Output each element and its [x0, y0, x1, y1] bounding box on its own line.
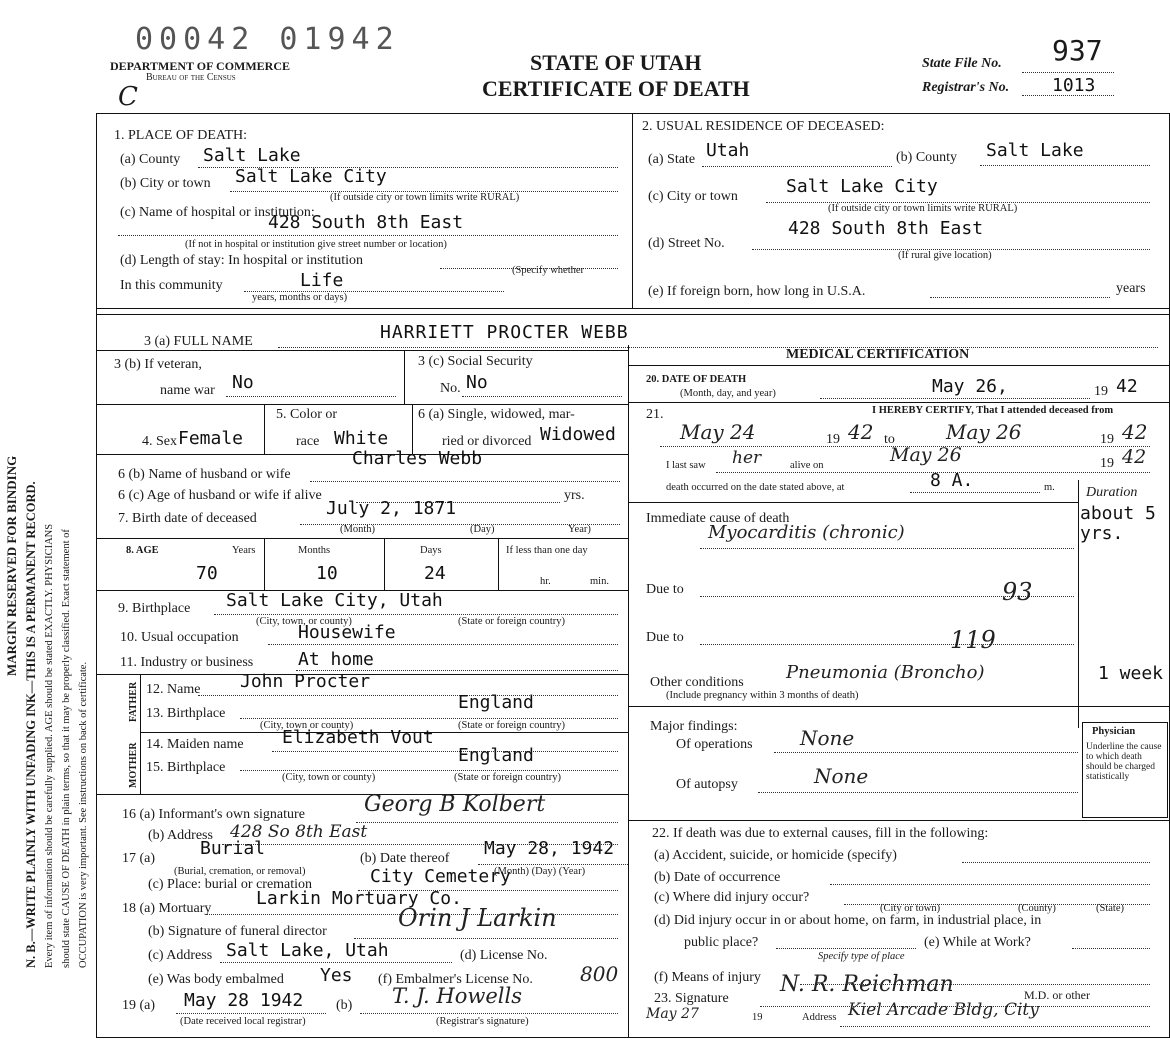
age-days-value: 24	[424, 563, 446, 584]
due-to-2-label: Due to	[646, 630, 684, 645]
alive-on-value: May 26	[890, 444, 962, 466]
external-d-label: (d) Did injury occur in or about home, on farm, in industrial place, in	[654, 913, 1042, 928]
disposition-place-label: (c) Place: burial or cremation	[148, 877, 313, 892]
father-bp-label: 13. Birthplace	[146, 706, 226, 721]
dod-note: (Month, day, and year)	[680, 388, 776, 399]
color-label: 5. Color or	[276, 407, 338, 422]
disposition-date-label: (b) Date thereof	[360, 851, 450, 866]
attended-from-yr: 42	[848, 420, 874, 444]
mortuary-value: Larkin Mortuary Co.	[256, 888, 462, 909]
signature-addr-label: Address	[802, 1012, 837, 1023]
immediate-cause-duration: about 5 yrs.	[1080, 503, 1156, 544]
residence-foreign-label: (e) If foreign born, how long in U.S.A.	[648, 284, 866, 299]
fullname-label: 3 (a) FULL NAME	[144, 334, 253, 349]
license-label: (d) License No.	[460, 948, 548, 963]
external-d-label-2: public place?	[684, 935, 759, 950]
due-to-1-label: Due to	[646, 582, 684, 597]
age-months-header: Months	[298, 545, 331, 556]
mother-name-label: 14. Maiden name	[146, 737, 244, 752]
physician-note-text: Underline the cause to which death should be charged statistically	[1086, 742, 1162, 782]
birthplace-value: Salt Lake City, Utah	[226, 590, 443, 611]
age-label: 8. AGE	[126, 545, 159, 556]
age-less-header: If less than one day	[506, 545, 588, 556]
major-findings-label: Major findings:	[650, 719, 738, 734]
birthplace-note-1: (City, town, or county)	[256, 616, 352, 627]
external-c-note-2: (County)	[1018, 903, 1056, 914]
informant-sig-label: 16 (a) Informant's own signature	[122, 807, 305, 822]
place-heading: 1. PLACE OF DEATH:	[114, 128, 248, 143]
operations-value: None	[800, 726, 855, 750]
race-value: White	[334, 428, 389, 449]
signature-date: May 27	[646, 1006, 699, 1022]
place-specify-note: (Specify whether	[512, 265, 585, 276]
external-c-note-1: (City or town)	[880, 903, 941, 914]
father-side-label: FATHER	[128, 681, 139, 722]
external-c-note-3: (State)	[1096, 903, 1124, 914]
autopsy-label: Of autopsy	[676, 777, 738, 792]
sex-value: Female	[178, 428, 244, 449]
birth-month-note: (Month)	[340, 524, 375, 535]
father-bp-note-2: (State or foreign country)	[458, 720, 566, 731]
registrar-number: 1013	[1052, 75, 1096, 96]
disposition-value: Burial	[200, 838, 266, 859]
duration-heading: Duration	[1086, 485, 1138, 500]
attended-to-yr: 42	[1122, 420, 1148, 444]
disposition-place-value: City Cemetery	[370, 866, 511, 887]
residence-city-value: Salt Lake City	[786, 176, 938, 197]
signature-md: M.D. or other	[1024, 988, 1090, 1002]
place-stay-label: (d) Length of stay: In hospital or institution	[120, 253, 364, 268]
place-hospital-value: 428 South 8th East	[268, 212, 464, 233]
age-months-value: 10	[316, 563, 338, 584]
dod-year: 42	[1116, 376, 1138, 397]
mortuary-label: 18 (a) Mortuary	[122, 901, 212, 916]
margin-permanent-note: N. B.—WRITE PLAINLY WITH UNFADING INK—THIS IS A PERMANENT RECORD.	[24, 481, 38, 968]
margin-binding-note: MARGIN RESERVED FOR BINDING	[4, 455, 19, 676]
bureau-census: Bureau of the Census	[146, 72, 236, 83]
veteran-label: 3 (b) If veteran,	[114, 357, 202, 372]
state-file-label: State File No.	[922, 56, 1002, 71]
marital-value: Widowed	[540, 424, 616, 445]
director-sig-value: Orin J Larkin	[398, 904, 557, 932]
mortuary-addr-value: Salt Lake, Utah	[226, 940, 389, 961]
registrar-sig-value: T. J. Howells	[392, 984, 522, 1008]
father-name-label: 12. Name	[146, 682, 201, 697]
registrar-sig-b: (b)	[336, 998, 353, 1013]
external-b-label: (b) Date of occurrence	[654, 870, 781, 885]
immediate-cause-label: Immediate cause of death	[646, 511, 790, 526]
residence-city-label: (c) City or town	[648, 189, 738, 204]
alive-yr-prefix: 19	[1100, 456, 1114, 471]
informant-addr-value: 428 So 8th East	[230, 822, 368, 842]
informant-addr-label: (b) Address	[148, 828, 213, 843]
ss-value: No	[466, 372, 488, 393]
attended-to-label: to	[884, 432, 895, 447]
birthplace-note-2: (State or foreign country)	[458, 616, 566, 627]
place-city-label: (b) City or town	[120, 176, 211, 191]
other-conditions-duration: 1 week	[1098, 663, 1164, 684]
last-saw-her: her	[732, 448, 762, 468]
place-hospital-note: (If not in hospital or institution give street number or location)	[185, 239, 447, 250]
registrar-date-label: 19 (a)	[122, 998, 156, 1013]
residence-state-value: Utah	[706, 140, 750, 161]
mother-name-value: Elizabeth Vout	[282, 727, 434, 748]
signature-yr-prefix: 19	[752, 1012, 763, 1023]
alive-yr: 42	[1122, 446, 1147, 468]
physician-note-title: Physician	[1092, 726, 1136, 737]
disposition-label: 17 (a)	[122, 851, 156, 866]
last-saw-label: I last saw	[666, 460, 706, 471]
embalmer-license-label: (f) Embalmer's License No.	[378, 972, 533, 987]
ss-no-label: No.	[440, 381, 461, 396]
disposition-date-value: May 28, 1942	[484, 838, 615, 859]
residence-city-note: (If outside city or town limits write RURAL)	[828, 203, 1018, 214]
marital-label: 6 (a) Single, widowed, mar-	[418, 407, 575, 422]
external-f-label: (f) Means of injury	[654, 970, 761, 985]
race-label: race	[296, 434, 320, 449]
mortuary-addr-label: (c) Address	[148, 948, 213, 963]
due-to-code-2: 119	[950, 626, 996, 654]
disposition-note: (Burial, cremation, or removal)	[174, 866, 306, 877]
residence-heading: 2. USUAL RESIDENCE OF DECEASED:	[642, 119, 885, 134]
birth-day-note: (Day)	[470, 524, 495, 535]
registrar-sig-note: (Registrar's signature)	[436, 1016, 529, 1027]
place-county-value: Salt Lake	[203, 145, 301, 166]
autopsy-value: None	[814, 764, 869, 788]
residence-county-label: (b) County	[896, 150, 958, 165]
mother-bp-note-1: (City, town or county)	[282, 772, 376, 783]
occurred-label: death occurred on the date stated above, at	[666, 482, 845, 493]
mother-bp-value: England	[458, 745, 534, 766]
father-bp-value: England	[458, 692, 534, 713]
registrar-date-value: May 28 1942	[184, 990, 304, 1011]
registrar-label: Registrar's No.	[922, 80, 1010, 95]
medical-heading: MEDICAL CERTIFICATION	[786, 347, 970, 362]
residence-county-value: Salt Lake	[986, 140, 1084, 161]
residence-years-label: years	[1116, 281, 1146, 296]
age-min-label: min.	[590, 576, 609, 587]
occurred-m: m.	[1044, 482, 1055, 493]
operations-label: Of operations	[676, 737, 753, 752]
residence-state-label: (a) State	[648, 152, 696, 167]
attended-to-value: May 26	[946, 420, 1022, 444]
mother-bp-label: 15. Birthplace	[146, 760, 226, 775]
cert-number: 21.	[646, 407, 664, 422]
state-title: STATE OF UTAH	[530, 50, 702, 75]
director-sig-label: (b) Signature of funeral director	[148, 924, 327, 939]
spouse-label: 6 (b) Name of husband or wife	[118, 467, 291, 482]
dod-value: May 26,	[932, 376, 1008, 397]
sex-label: 4. Sex	[142, 434, 177, 449]
external-causes-label: 22. If death was due to external causes, fill in the following:	[652, 826, 989, 841]
place-city-note: (If outside city or town limits write RURAL)	[330, 192, 520, 203]
place-city-value: Salt Lake City	[235, 166, 387, 187]
check-mark: C	[118, 82, 138, 112]
dod-label: 20. DATE OF DEATH	[646, 374, 747, 385]
certificate-title: CERTIFICATE OF DEATH	[482, 76, 750, 101]
age-years-header: Years	[232, 545, 256, 556]
mother-bp-note-2: (State or foreign country)	[454, 772, 562, 783]
spouse-age-yrs: yrs.	[564, 488, 585, 503]
attended-to-yr-prefix: 19	[1100, 432, 1114, 447]
dept-commerce: DEPARTMENT OF COMMERCE	[110, 59, 291, 73]
war-value: No	[232, 372, 254, 393]
informant-sig-value: Georg B Kolbert	[364, 792, 546, 817]
state-file-number: 937	[1052, 34, 1103, 67]
immediate-cause-value: Myocarditis (chronic)	[708, 522, 905, 543]
spouse-value: Charles Webb	[352, 448, 483, 469]
war-label: name war	[160, 383, 215, 398]
occupation-value: Housewife	[298, 622, 396, 643]
fullname-value: HARRIETT PROCTER WEBB	[380, 322, 629, 343]
signature-addr-value: Kiel Arcade Bldg, City	[848, 1000, 1039, 1020]
age-years-value: 70	[196, 563, 218, 584]
dod-year-prefix: 19	[1094, 384, 1108, 399]
age-days-header: Days	[420, 545, 442, 556]
disposition-date-note: (Month) (Day) (Year)	[494, 866, 586, 877]
margin-instructions-3: OCCUPATION is very important. See instructions on back of certificate.	[78, 661, 89, 968]
cert-text: I HEREBY CERTIFY, That I attended deceased from	[872, 405, 1114, 416]
alive-on-label: alive on	[790, 460, 824, 471]
occupation-label: 10. Usual occupation	[120, 630, 239, 645]
embalmed-label: (e) Was body embalmed	[148, 972, 284, 987]
serial-number: 00042 01942	[135, 22, 400, 57]
marital-label-2: ried or divorced	[442, 434, 532, 449]
attended-from-value: May 24	[680, 420, 756, 444]
place-years-note: years, months or days)	[252, 292, 348, 303]
age-hr-label: hr.	[540, 576, 551, 587]
father-name-value: John Procter	[240, 671, 371, 692]
birth-year-note: Year)	[568, 524, 591, 535]
mother-side-label: MOTHER	[128, 742, 139, 788]
other-conditions-value: Pneumonia (Broncho)	[786, 662, 985, 683]
place-hospital-label: (c) Name of hospital or institution:	[120, 205, 315, 220]
place-community-label: In this community	[120, 278, 223, 293]
birth-value: July 2, 1871	[326, 498, 457, 519]
birthplace-label: 9. Birthplace	[118, 601, 191, 616]
signature-value: N. R. Reichman	[780, 972, 954, 997]
external-e-label: (e) While at Work?	[924, 935, 1031, 950]
embalmed-value: Yes	[320, 965, 353, 986]
other-conditions-note: (Include pregnancy within 3 months of death)	[666, 690, 859, 701]
occurred-value: 8 A.	[930, 470, 974, 491]
external-c-label: (c) Where did injury occur?	[654, 890, 810, 905]
industry-label: 11. Industry or business	[120, 655, 254, 670]
residence-street-label: (d) Street No.	[648, 236, 725, 251]
place-community-value: Life	[300, 270, 344, 291]
spouse-age-label: 6 (c) Age of husband or wife if alive	[118, 488, 322, 503]
other-conditions-label: Other conditions	[650, 675, 744, 690]
attended-from-yr-prefix: 19	[826, 432, 840, 447]
birth-label: 7. Birth date of deceased	[118, 511, 257, 526]
due-to-code-1: 93	[1002, 578, 1033, 606]
external-d-note: Specify type of place	[818, 951, 905, 962]
external-a-label: (a) Accident, suicide, or homicide (specify)	[654, 848, 897, 863]
residence-street-note: (If rural give location)	[898, 250, 992, 261]
industry-value: At home	[298, 649, 374, 670]
father-bp-note-1: (City, town or county)	[260, 720, 354, 731]
residence-street-value: 428 South 8th East	[788, 218, 984, 239]
signature-label: 23. Signature	[654, 991, 729, 1006]
embalmer-license-value: 800	[580, 962, 619, 986]
registrar-date-note: (Date received local registrar)	[180, 1016, 306, 1027]
margin-instructions-1: Every item of information should be carefully supplied. AGE should be stated EXACTLY. PHYSICIANS	[44, 523, 55, 968]
place-county-label: (a) County	[120, 152, 181, 167]
margin-instructions-2: should state CAUSE OF DEATH in plain terms, so that it may be properly classified. Exact statement of	[61, 529, 72, 968]
ss-label: 3 (c) Social Security	[418, 354, 533, 369]
